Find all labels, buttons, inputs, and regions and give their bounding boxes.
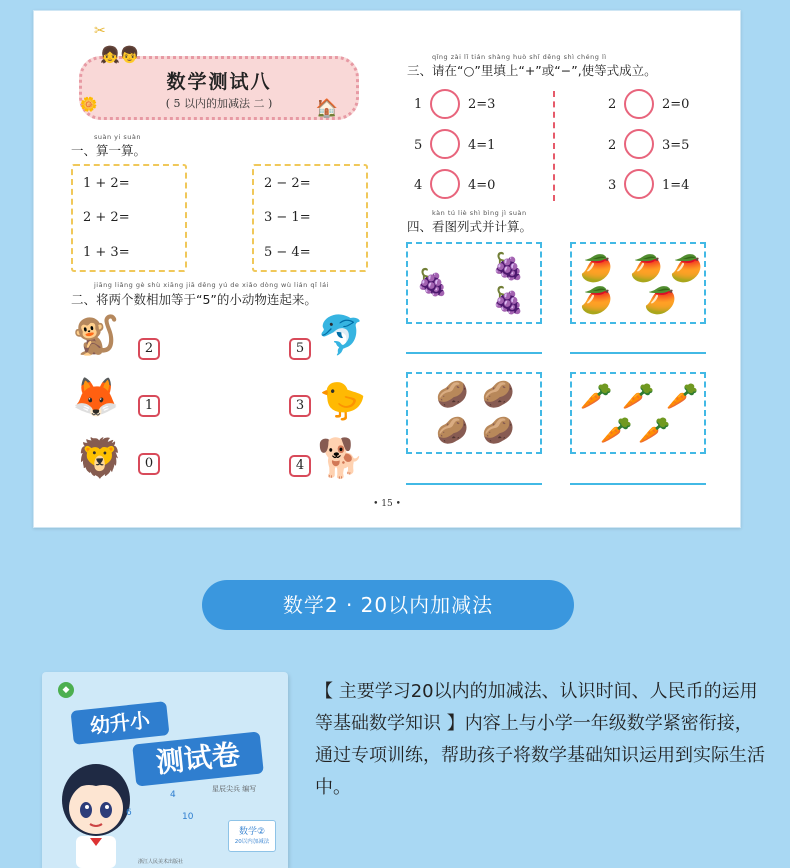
potato-icon: 🥔 [482, 416, 515, 446]
operand: 2=3 [468, 97, 496, 112]
divider [553, 91, 555, 201]
operand: 4=0 [468, 178, 496, 193]
carrot-icon: 🥕 [622, 382, 655, 412]
operator-circle[interactable] [624, 89, 654, 119]
operand: 3 [608, 178, 617, 193]
potato-icon: 🥔 [482, 380, 515, 410]
operand: 4=1 [468, 138, 496, 153]
equation: 1 + 2= [83, 176, 130, 191]
operator-circle[interactable] [430, 129, 460, 159]
dragon-fruit-icon: 🍇 [416, 268, 449, 298]
carrot-icon: 🥕 [638, 416, 671, 446]
mango-icon: 🥭 [630, 254, 663, 284]
monkey-icon: 🐒 [72, 313, 120, 357]
answer-line[interactable] [406, 352, 542, 354]
operator-circle[interactable] [430, 89, 460, 119]
number-box: 3 [289, 395, 311, 417]
number-box: 1 [138, 395, 160, 417]
calc-box-left [71, 164, 187, 272]
number-box: 2 [138, 338, 160, 360]
page-subtitle: ( 5 以内的加减法 二 ) [165, 97, 273, 110]
operand: 3=5 [662, 138, 690, 153]
operand: 1 [414, 97, 423, 112]
equation: 5 − 4= [264, 245, 311, 260]
number-box: 0 [138, 453, 160, 475]
operand: 2 [608, 97, 617, 112]
book-number: 4 [170, 790, 176, 800]
mango-icon: 🥭 [580, 286, 613, 316]
mango-icon: 🥭 [670, 254, 703, 284]
lion-icon: 🦁 [76, 436, 124, 480]
dragon-fruit-icon: 🍇 [492, 252, 525, 282]
kids-icon: 👧👦 [100, 45, 140, 64]
mango-icon: 🥭 [644, 286, 677, 316]
equation: 3 − 1= [264, 210, 311, 225]
picture-box-potato [406, 372, 542, 454]
operand: 1=4 [662, 178, 690, 193]
worksheet-page [33, 10, 741, 528]
mango-icon: 🥭 [580, 254, 613, 284]
operator-circle[interactable] [624, 169, 654, 199]
answer-line[interactable] [570, 352, 706, 354]
answer-line[interactable] [570, 483, 706, 485]
title-banner [79, 45, 359, 120]
operator-circle[interactable] [430, 169, 460, 199]
book-title-line2: 测试卷 [132, 731, 264, 786]
carrot-icon: 🥕 [580, 382, 613, 412]
section2-heading: 二、将两个数相加等于“5”的小动物连起来。 [71, 292, 317, 307]
carrot-icon: 🥕 [600, 416, 633, 446]
book-tag-main: 数学② [238, 827, 266, 837]
operand: 4 [414, 178, 423, 193]
equation: 2 − 2= [264, 176, 311, 191]
section4-heading: 四、看图列式并计算。 [407, 219, 533, 234]
page-title: 数学测试八 [166, 71, 272, 93]
potato-icon: 🥔 [436, 380, 469, 410]
book-publisher: 浙江人民美术出版社 [138, 859, 184, 865]
number-box: 4 [289, 455, 311, 477]
book-tag-sub: 20以内加减法 [234, 839, 270, 845]
operand: 5 [414, 138, 423, 153]
calc-box-right [252, 164, 368, 272]
book-number: 6 [126, 808, 132, 818]
equation: 1 + 3= [83, 245, 130, 260]
section2-pinyin: jiāng liǎng gè shù xiāng jiā děng yú de xiǎo dòng wù lián qǐ lái [94, 281, 329, 289]
book-subject-tag [228, 820, 276, 852]
dog-icon: 🐕 [317, 436, 365, 480]
potato-icon: 🥔 [436, 416, 469, 446]
product-banner: 数学2 · 20以内加减法 [202, 580, 574, 630]
dragon-fruit-icon: 🍇 [492, 286, 525, 316]
page-number: • 15 • [373, 499, 401, 509]
fox-icon: 🦊 [72, 375, 120, 419]
book-cover [42, 672, 288, 868]
binder-clip-icon: ✂ [94, 23, 106, 39]
operator-circle[interactable] [624, 129, 654, 159]
flower-icon: 🌼 [80, 97, 98, 113]
operand: 2 [608, 138, 617, 153]
section1-heading: 一、算一算。 [71, 143, 147, 158]
book-number: 10 [182, 812, 194, 822]
section4-pinyin: kàn tú liè shì bìng jì suàn [432, 209, 527, 217]
house-icon: 🏠 [315, 98, 338, 119]
publisher-logo-icon: ◆ [58, 682, 74, 698]
picture-box-dragon-fruit [406, 242, 542, 324]
chick-icon: 🐤 [319, 378, 367, 422]
number-box: 5 [289, 338, 311, 360]
book-title-line1: 幼升小 [70, 701, 169, 745]
section3-heading: 三、请在“○”里填上“+”或“−”,使等式成立。 [407, 63, 657, 78]
operand: 2=0 [662, 97, 690, 112]
answer-line[interactable] [406, 483, 542, 485]
dolphin-icon: 🐬 [317, 313, 365, 357]
section3-pinyin: qǐng zài lǐ tián shàng huò shǐ děng shì chéng lì [432, 53, 607, 61]
equation: 2 + 2= [83, 210, 130, 225]
product-description: 【 主要学习20以内的加减法、认识时间、人民币的运用等基础数学知识 】内容上与小学一年级数学紧密衔接，通过专项训练，帮助孩子将数学基础知识运用到实际生活中。 [315, 681, 765, 798]
section1-pinyin: suàn yi suàn [94, 133, 142, 141]
carrot-icon: 🥕 [666, 382, 699, 412]
picture-box-mango [570, 242, 706, 324]
picture-box-carrot [570, 372, 706, 454]
book-editor: 星辰尖兵 编写 [212, 785, 257, 793]
